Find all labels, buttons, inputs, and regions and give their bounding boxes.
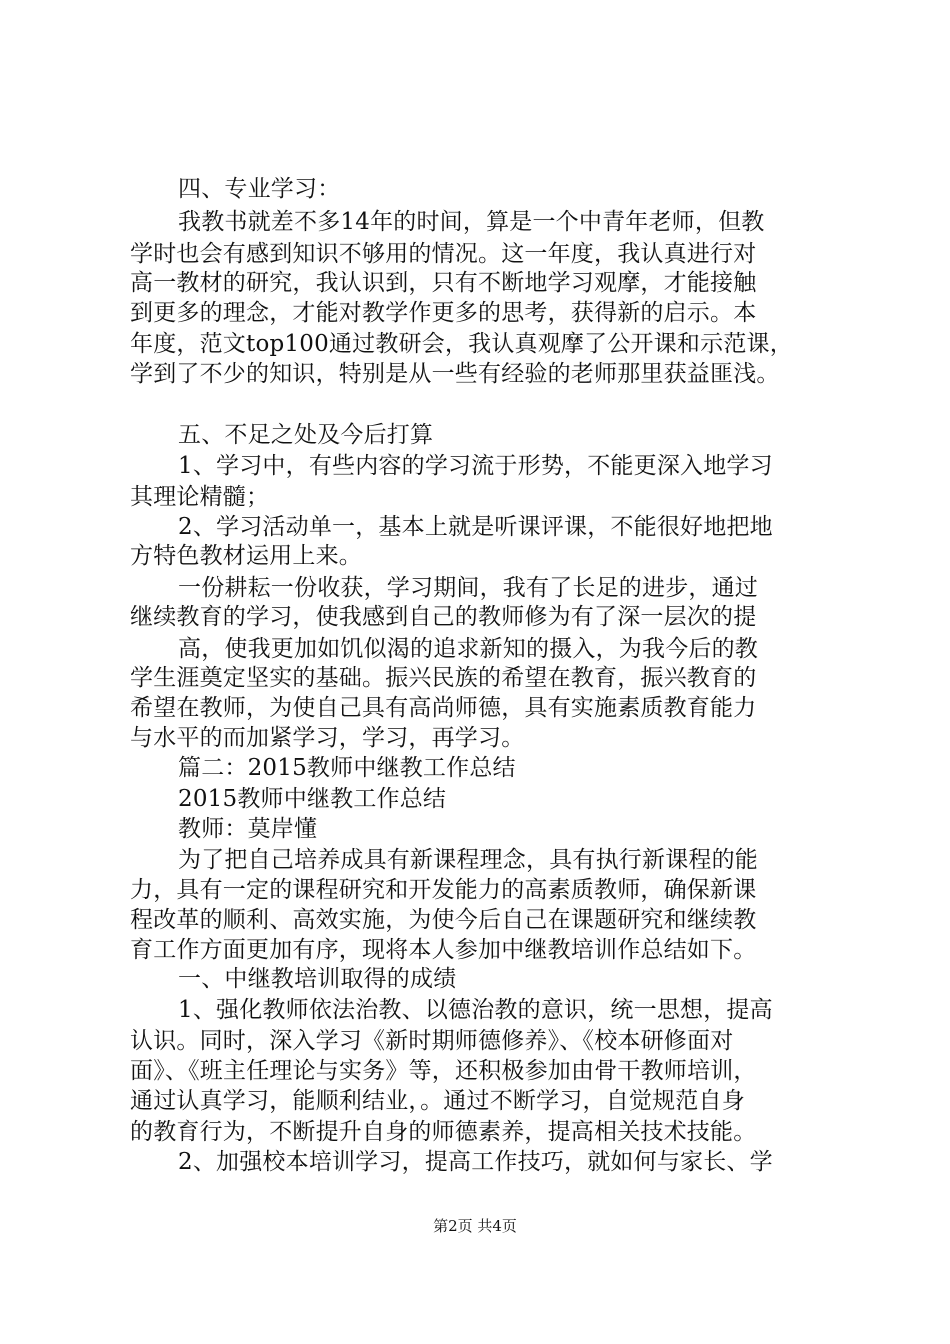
text-line: 为了把自己培养成具有新课程理念，具有执行新课程的能 [178, 847, 758, 873]
text-line: 与水平的而加紧学习，学习，再学习。 [130, 725, 525, 751]
text-line: 1、学习中，有些内容的学习流于形势，不能更深入地学习 [178, 453, 773, 479]
text-line: 五、不足之处及今后打算 [178, 422, 434, 448]
text-line: 年度，范文top100通过教研会，我认真观摩了公开课和示范课， [130, 331, 793, 357]
text-line: 高一教材的研究，我认识到，只有不断地学习观摩，才能接触 [130, 270, 757, 296]
text-line: 继续教育的学习，使我感到自己的教师修为有了深一层次的提 [130, 604, 757, 630]
text-line: 2、加强校本培训学习，提高工作技巧，就如何与家长、学 [178, 1149, 773, 1175]
text-line: 我教书就差不多14年的时间，算是一个中青年老师，但教 [178, 209, 765, 235]
page-footer: 第2页 共4页 [433, 1217, 517, 1235]
text-line: 面》、《班主任理论与实务》等，还积极参加由骨干教师培训， [130, 1058, 757, 1084]
text-line: 一份耕耘一份收获，学习期间，我有了长足的进步，通过 [178, 575, 758, 601]
text-line: 学到了不少的知识，特别是从一些有经验的老师那里获益匪浅。 [130, 361, 780, 387]
text-line: 学生涯奠定坚实的基础。振兴民族的希望在教育，振兴教育的 [130, 665, 757, 691]
text-line: 方特色教材运用上来。 [130, 543, 362, 569]
text-line: 教师：莫岸懂 [178, 816, 318, 842]
text-line: 的教育行为，不断提升自身的师德素养，提高相关技术技能。 [130, 1119, 757, 1145]
text-line: 通过认真学习，能顺利结业，。通过不断学习，自觉规范自身 [130, 1088, 745, 1114]
text-line: 希望在教师，为使自己具有高尚师德，具有实施素质教育能力 [130, 695, 757, 721]
text-line: 学时也会有感到知识不够用的情况。这一年度，我认真进行对 [130, 241, 757, 267]
text-line: 高，使我更加如饥似渴的追求新知的摄入，为我今后的教 [178, 636, 758, 662]
text-line: 认识。同时，深入学习《新时期师德修养》、《校本研修面对 [130, 1028, 734, 1054]
text-line: 育工作方面更加有序，现将本人参加中继教培训作总结如下。 [130, 937, 757, 963]
text-line: 四、专业学习： [178, 176, 341, 202]
text-line: 到更多的理念，才能对教学作更多的思考，获得新的启示。本 [130, 300, 757, 326]
text-line: 其理论精髓； [130, 484, 270, 510]
text-line: 2、学习活动单一，基本上就是听课评课，不能很好地把地 [178, 514, 773, 540]
text-line: 力，具有一定的课程研究和开发能力的高素质教师，确保新课 [130, 877, 757, 903]
text-line: 1、强化教师依法治教、以德治教的意识，统一思想，提高 [178, 997, 773, 1023]
text-line: 2015教师中继教工作总结 [178, 786, 447, 812]
text-line: 篇二：2015教师中继教工作总结 [178, 755, 516, 781]
text-line: 一、中继教培训取得的成绩 [178, 966, 457, 992]
text-line: 程改革的顺利、高效实施，为使今后自己在课题研究和继续教 [130, 907, 757, 933]
